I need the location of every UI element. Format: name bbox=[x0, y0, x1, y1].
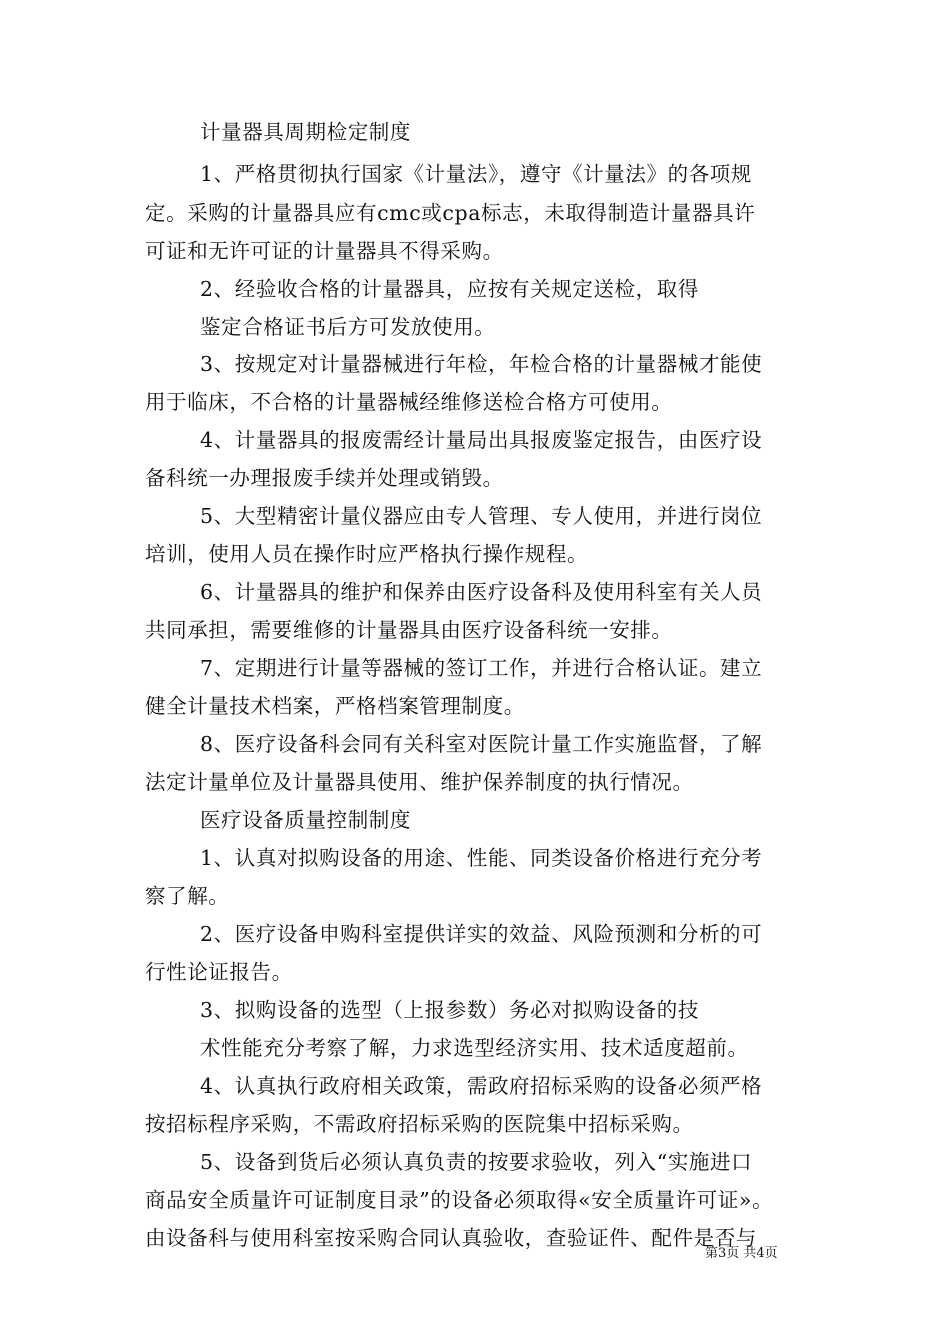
paragraph-line: 5、大型精密计量仪器应由专人管理、专人使用，并进行岗位 bbox=[200, 504, 763, 528]
paragraph-line: 2、医疗设备申购科室提供详实的效益、风险预测和分析的可 bbox=[200, 922, 763, 946]
paragraph-line: 用于临床，不合格的计量器械经维修送检合格方可使用。 bbox=[145, 390, 673, 414]
paragraph-line: 术性能充分考察了解，力求选型经济实用、技术适度超前。 bbox=[200, 1036, 749, 1060]
paragraph-line: 由设备科与使用科室按采购合同认真验收，查验证件、配件是否与 bbox=[145, 1226, 757, 1250]
section-title-quality-control: 医疗设备质量控制制度 bbox=[200, 808, 411, 832]
paragraph-line: 共同承担，需要维修的计量器具由医疗设备科统一安排。 bbox=[145, 618, 673, 642]
paragraph-line: 3、拟购设备的选型（上报参数）务必对拟购设备的技 bbox=[200, 998, 699, 1022]
paragraph-line: 鉴定合格证书后方可发放使用。 bbox=[200, 315, 496, 339]
section-title-calibration: 计量器具周期检定制度 bbox=[200, 120, 411, 144]
paragraph-line: 健全计量技术档案，严格档案管理制度。 bbox=[145, 694, 525, 718]
paragraph-line: 7、定期进行计量等器械的签订工作，并进行合格认证。建立 bbox=[200, 656, 763, 680]
paragraph-line: 4、认真执行政府相关政策，需政府招标采购的设备必须严格 bbox=[200, 1074, 763, 1098]
paragraph-line: 4、计量器具的报废需经计量局出具报废鉴定报告，由医疗设 bbox=[200, 428, 763, 452]
paragraph-line: 1、认真对拟购设备的用途、性能、同类设备价格进行充分考 bbox=[200, 846, 763, 870]
paragraph-line: 备科统一办理报废手续并处理或销毁。 bbox=[145, 466, 504, 490]
paragraph-line: 2、经验收合格的计量器具，应按有关规定送检，取得 bbox=[200, 277, 699, 301]
paragraph-line: 3、按规定对计量器械进行年检，年检合格的计量器械才能使 bbox=[200, 352, 763, 376]
page-number-footer: 第3页 共4页 bbox=[705, 1246, 778, 1261]
paragraph-line: 5、设备到货后必须认真负责的按要求验收，列入“实施进口 bbox=[200, 1150, 753, 1174]
paragraph-line: 察了解。 bbox=[145, 884, 230, 908]
paragraph-line: 法定计量单位及计量器具使用、维护保养制度的执行情况。 bbox=[145, 770, 694, 794]
paragraph-line: 行性论证报告。 bbox=[145, 960, 293, 984]
paragraph-line: 按招标程序采购，不需政府招标采购的医院集中招标采购。 bbox=[145, 1112, 694, 1136]
paragraph-line: 8、医疗设备科会同有关科室对医院计量工作实施监督，了解 bbox=[200, 732, 763, 756]
paragraph-line: 可证和无许可证的计量器具不得采购。 bbox=[145, 239, 504, 263]
paragraph-line: 6、计量器具的维护和保养由医疗设备科及使用科室有关人员 bbox=[200, 580, 763, 604]
paragraph-line: 商品安全质量许可证制度目录”的设备必须取得«安全质量许可证»。 bbox=[145, 1188, 774, 1212]
paragraph-line: 1、严格贯彻执行国家《计量法》，遵守《计量法》的各项规 bbox=[200, 162, 752, 186]
paragraph-line: 定。采购的计量器具应有cmc或cpa标志，未取得制造计量器具许 bbox=[145, 201, 756, 225]
paragraph-line: 培训，使用人员在操作时应严格执行操作规程。 bbox=[145, 542, 589, 566]
